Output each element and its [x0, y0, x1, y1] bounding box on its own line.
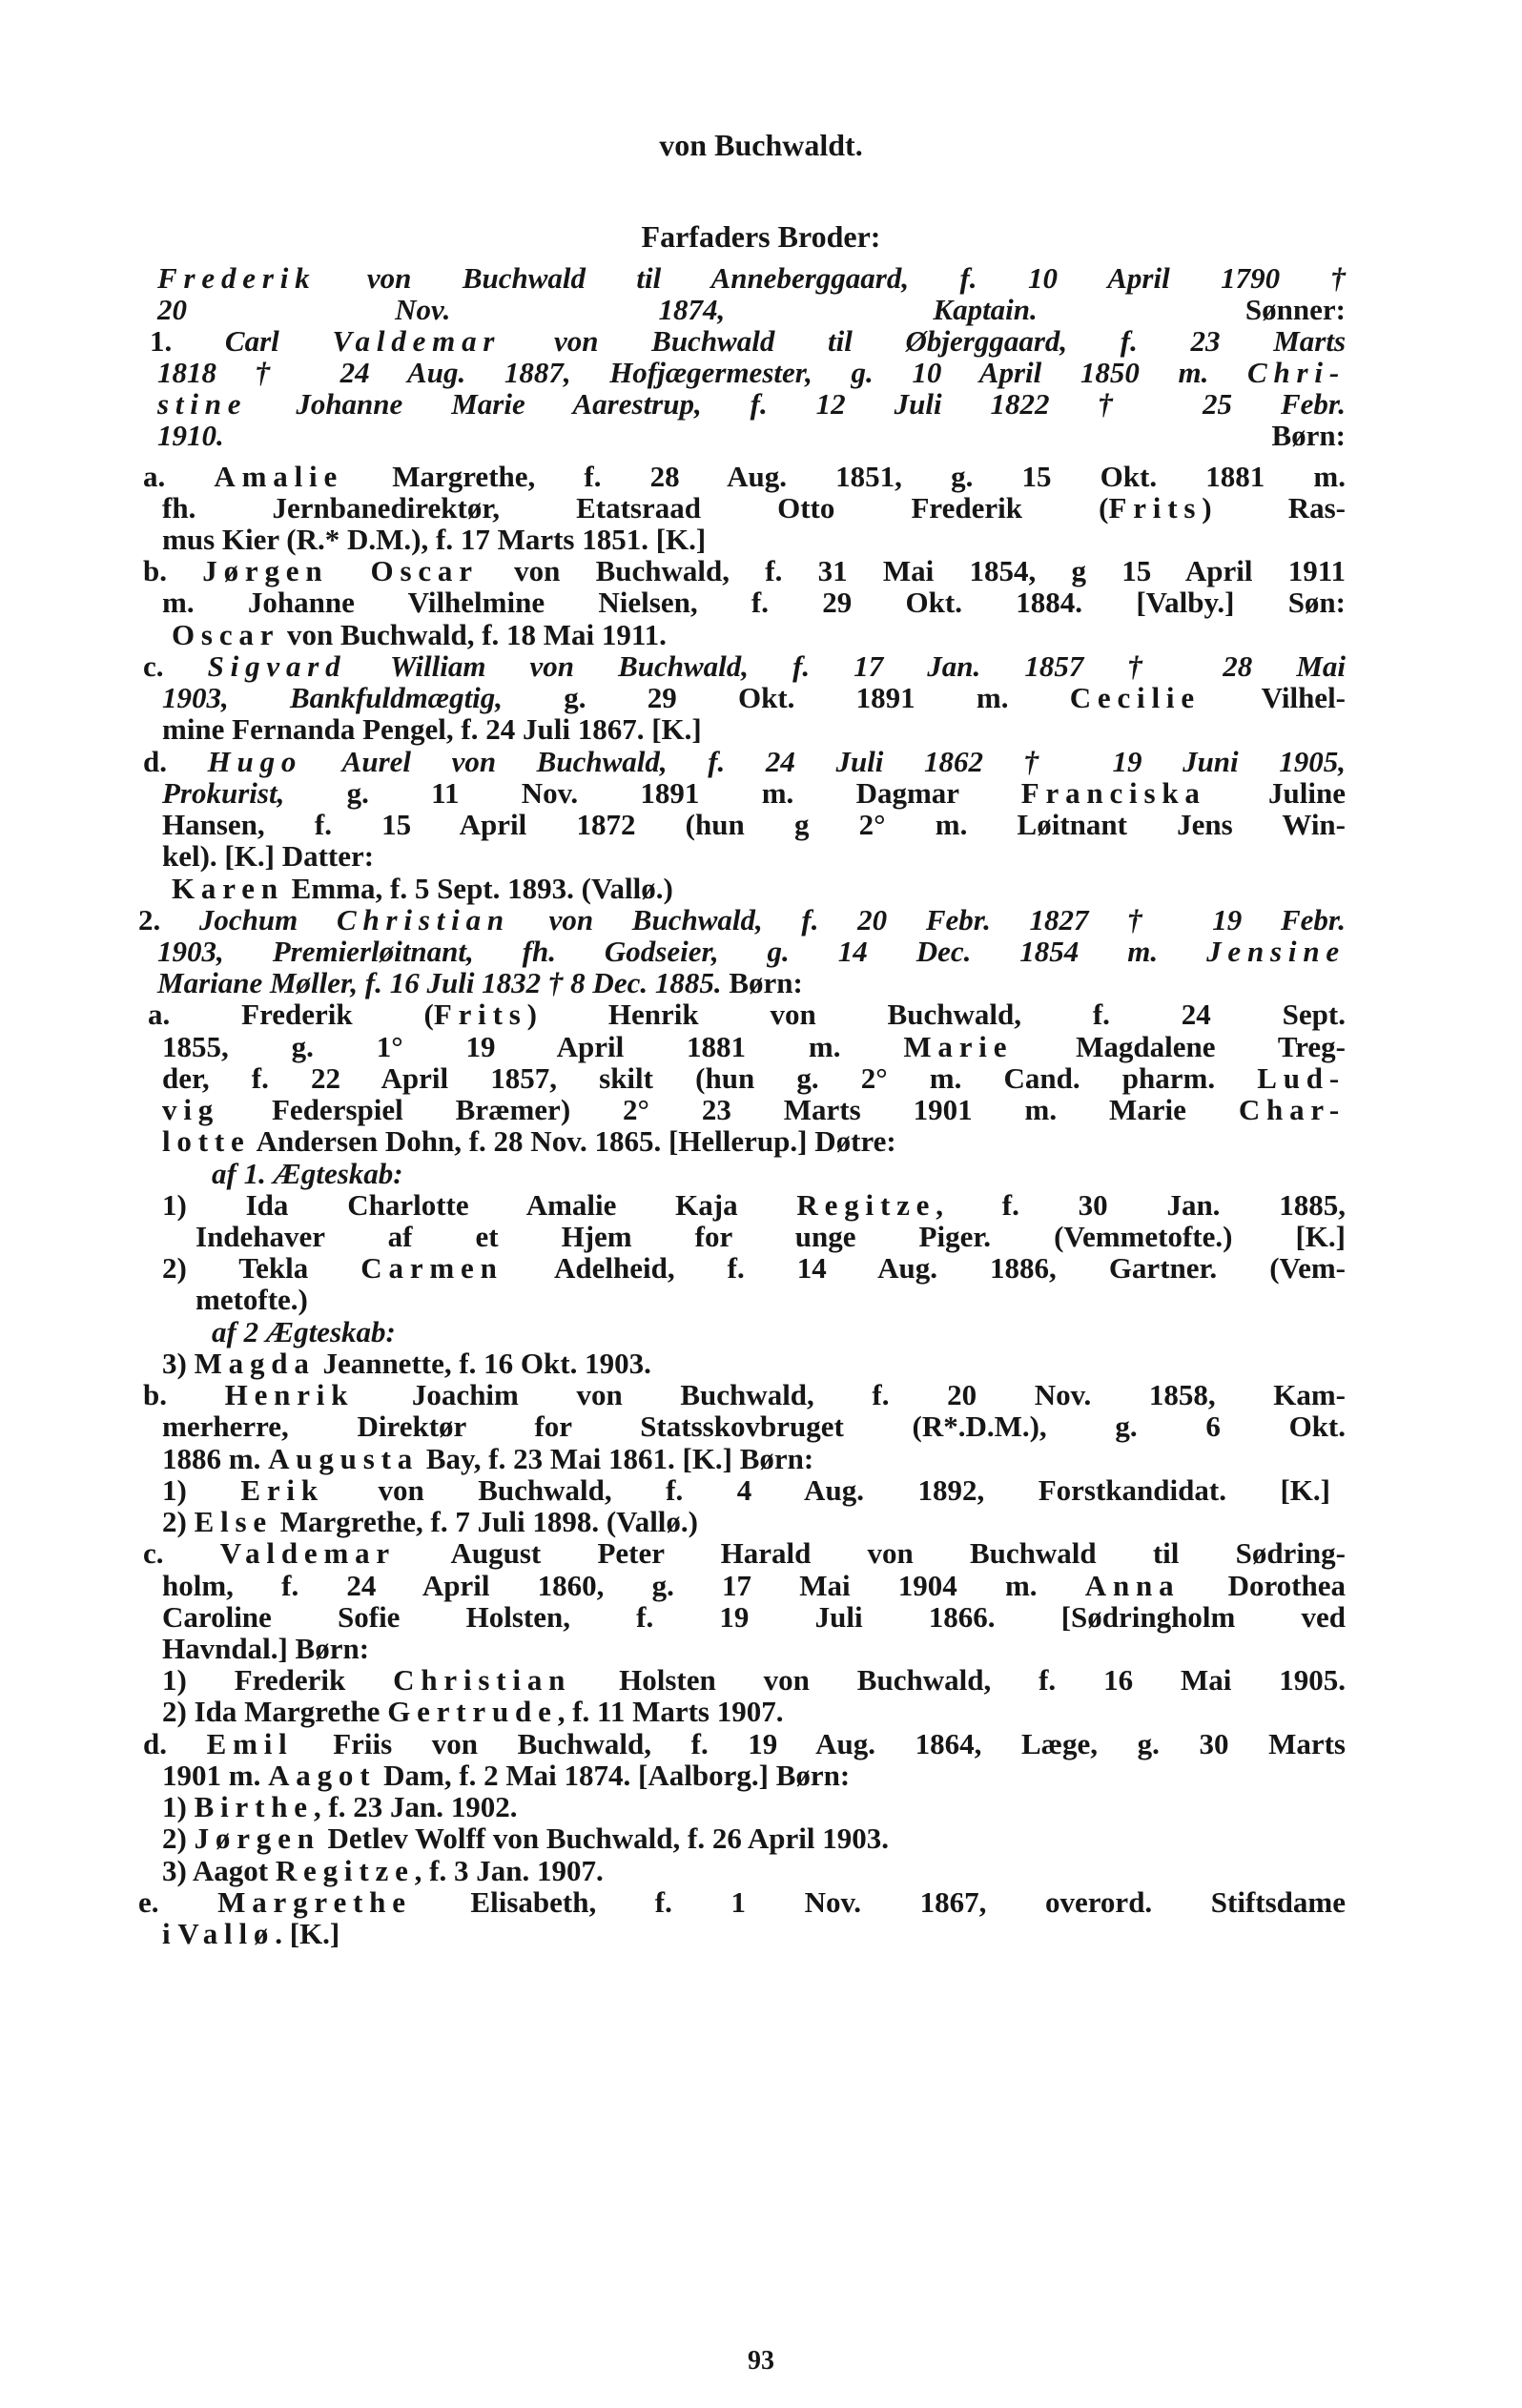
text-run: Dorothea: [1180, 1569, 1346, 1602]
text-line: [162, 839, 374, 874]
text-run: Andersen Dohn, f. 28 Nov. 1865. [Hellerup.] Døtre:: [250, 1124, 896, 1158]
text-run: b.: [143, 554, 203, 587]
text-run: Detlev Wolff von Buchwald, f. 26 April 1903.: [319, 1821, 889, 1855]
text-run: fh. Jernbanedirektør, Etatsraad Otto Frederik (: [162, 491, 1109, 525]
text-line: [172, 618, 667, 652]
text-run: mine Fernanda Pengel, f. 24 Juli 1867. [K.]: [162, 712, 702, 746]
text-run: Cecilie: [1069, 681, 1201, 714]
text-line: [162, 712, 702, 747]
text-run: c.: [143, 1536, 220, 1570]
text-run: a.: [143, 460, 215, 493]
text-run: holm, f. 24 April 1860, g. 17 Mai 1904 m.: [162, 1569, 1085, 1602]
text-run: Regitze: [796, 1188, 936, 1222]
text-run: Joachim von Buchwald, f. 20 Nov. 1858, Kam-: [354, 1378, 1346, 1411]
text-line: [148, 998, 1346, 1032]
text-line: [162, 1030, 1346, 1064]
text-run: Augusta: [268, 1442, 420, 1475]
text-run: 3) Aagot: [162, 1854, 276, 1887]
text-run: b.: [143, 1378, 225, 1411]
text-run: Lud-: [1257, 1061, 1346, 1095]
text-run: . [K.]: [275, 1917, 340, 1950]
text-run: 3): [162, 1347, 195, 1380]
text-run: Elisabeth, f. 1 Nov. 1867, overord. Stiftsdame: [411, 1885, 1346, 1919]
text-line: [162, 1695, 783, 1729]
text-run: von Buchwald til Øbjerggaard, f. 23 Marts: [501, 324, 1347, 358]
text-run: Franciska: [1020, 776, 1206, 810]
text-line: [162, 1410, 1346, 1444]
text-run: Marie: [903, 1030, 1014, 1063]
text-run: 2.: [138, 903, 199, 936]
text-run: Magdalene Treg-: [1013, 1030, 1346, 1063]
text-line: [172, 872, 673, 906]
text-line: [150, 324, 1346, 359]
text-run: Johanne Marie Aarestrup, f. 12 Juli 1822 † 25 Febr.: [247, 387, 1346, 421]
text-run: 1910.: [157, 419, 224, 452]
text-line: [162, 1124, 896, 1159]
text-run: Oscar: [172, 618, 280, 651]
text-run: g. 11 Nov. 1891 m. Dagmar: [284, 776, 1021, 810]
text-run: Adelheid, f. 14 Aug. 1886, Gartner. (Vem-: [503, 1251, 1346, 1285]
text-run: Margrethe, f. 7 Juli 1898. (Vallø.): [272, 1505, 698, 1538]
text-run: Frederik: [157, 261, 317, 295]
text-run: Carmen: [360, 1251, 504, 1285]
text-run: Caroline Sofie Holsten, f. 19 Juli 1866. [Sødringholm ved: [162, 1600, 1346, 1634]
text-run: 1): [162, 1473, 241, 1507]
text-run: Børn:: [721, 966, 803, 999]
text-run: 1) Frederik: [162, 1663, 394, 1697]
text-run: 2) Tekla: [162, 1251, 361, 1285]
text-run: 2): [162, 1505, 195, 1538]
text-run: kel). [K.] Datter:: [162, 839, 375, 873]
text-line: [143, 1378, 1346, 1412]
text-run: Sigvard: [207, 649, 347, 683]
text-run: af 1. Ægteskab:: [212, 1157, 403, 1190]
text-run: Juline: [1205, 776, 1346, 810]
text-run: ) Ras-: [1202, 491, 1346, 525]
text-line: [195, 1283, 308, 1317]
text-run: , f. 11 Marts 1907.: [557, 1695, 784, 1728]
text-run: Friis von Buchwald, f. 19 Aug. 1864, Læge, g. 30 Marts: [293, 1727, 1346, 1760]
text-run: der, f. 22 April 1857, skilt (hun g. 2° m. Cand. pharm.: [162, 1061, 1258, 1095]
text-line: [162, 1347, 651, 1381]
text-line: [143, 1727, 1346, 1761]
text-line: [157, 293, 1346, 327]
text-run: 1) Ida Charlotte Amalie Kaja: [162, 1188, 797, 1222]
text-run: 1855, g. 1° 19 April 1881 m.: [162, 1030, 904, 1063]
text-run: Chri-: [1246, 356, 1346, 389]
text-run: , f. 23 Jan. 1902.: [313, 1790, 518, 1823]
text-run: Vallø: [177, 1917, 276, 1950]
text-run: William von Buchwald, f. 17 Jan. 1857 † 28 Mai: [346, 649, 1346, 683]
text-line: [162, 776, 1346, 811]
text-run: mus Kier (R.* D.M.), f. 17 Marts 1851. [K.]: [162, 523, 707, 556]
text-run: merherre, Direktør for Statsskovbruget (R*.D.M.), g. 6 Okt.: [162, 1410, 1346, 1443]
text-run: d.: [143, 1727, 207, 1760]
text-line: [162, 1663, 1346, 1698]
text-line: [162, 1854, 604, 1888]
text-run: d.: [143, 745, 208, 778]
text-line: [162, 1188, 1346, 1223]
text-run: ) Henrik von Buchwald, f. 24 Sept.: [526, 998, 1346, 1031]
text-run: August Peter Harald von Buchwald til Sødring-: [396, 1536, 1346, 1570]
text-run: Emil: [206, 1727, 294, 1760]
text-run: Mariane Møller, f. 16 Juli 1832 † 8 Dec. 1885.: [157, 966, 722, 999]
text-line: [157, 356, 1346, 390]
text-run: 20 Nov. 1874, Kaptain.: [157, 293, 1038, 326]
text-line: [162, 1759, 850, 1793]
text-run: Havndal.] Børn:: [162, 1632, 370, 1665]
text-run: Jochum: [198, 903, 337, 936]
text-run: Margrethe, f. 28 Aug. 1851, g. 15 Okt. 1881 m.: [343, 460, 1346, 493]
text-run: Aagot: [268, 1759, 377, 1792]
text-run: von Buchwald, f. 31 Mai 1854, g 15 April 1911: [478, 554, 1346, 587]
text-run: Birthe: [194, 1790, 314, 1823]
text-run: Valdemar: [219, 1536, 397, 1570]
text-run: Margrethe: [217, 1885, 412, 1919]
text-run: af 2 Ægteskab:: [212, 1315, 396, 1348]
text-line: [212, 1315, 396, 1349]
text-line: [195, 1220, 1346, 1254]
text-line: [143, 649, 1346, 684]
text-run: Gertrude: [387, 1695, 558, 1728]
text-run: von Buchwald til Anneberggaard, f. 10 April 1790 †: [316, 261, 1346, 295]
text-line: [162, 1061, 1346, 1096]
text-run: e.: [138, 1885, 218, 1919]
text-run: Jørgen: [194, 1821, 320, 1855]
text-line: [162, 1251, 1346, 1286]
text-run: Else: [194, 1505, 273, 1538]
text-line: [162, 1790, 517, 1824]
text-run: Regitze: [275, 1854, 415, 1887]
text-run: Indehaver af et Hjem for unge Piger. (Vemmetofte.) [K.]: [195, 1220, 1346, 1253]
page-number: 93: [748, 2346, 774, 2376]
text-line: [162, 491, 1346, 525]
text-line: [157, 935, 1346, 969]
text-run: Vilhel-: [1200, 681, 1347, 714]
text-run: , f. 30 Jan. 1885,: [936, 1188, 1346, 1222]
text-line: [157, 966, 803, 1000]
text-run: Anna: [1084, 1569, 1181, 1602]
text-run: Sønner:: [1037, 293, 1346, 326]
text-line: [212, 1157, 403, 1191]
text-run: Emma, f. 5 Sept. 1893. (Vallø.): [283, 872, 673, 905]
text-line: [157, 419, 1346, 453]
text-run: von Buchwald, f. 18 Mai 1911.: [279, 618, 667, 651]
text-run: Karen: [172, 872, 284, 905]
text-run: von Buchwald, f. 20 Febr. 1827 † 19 Febr.: [509, 903, 1347, 936]
text-run: Aurel von Buchwald, f. 24 Juli 1862 † 19 Juni 1905,: [302, 745, 1346, 778]
text-line: [162, 1632, 369, 1666]
text-run: Frits: [1108, 491, 1203, 525]
text-run: c.: [143, 649, 208, 683]
text-run: Erik: [240, 1473, 324, 1507]
text-line: [143, 554, 1346, 588]
text-line: [162, 1473, 1330, 1508]
text-run: von Buchwald, f. 4 Aug. 1892, Forstkandidat. [K.]: [323, 1473, 1330, 1507]
text-run: Jørgen Oscar: [202, 554, 479, 587]
text-line: [162, 586, 1346, 620]
text-line: [162, 1505, 698, 1539]
text-run: vig: [162, 1093, 220, 1126]
text-run: i: [162, 1917, 178, 1950]
text-line: [143, 460, 1346, 494]
page-title: von Buchwaldt.: [659, 128, 863, 162]
text-run: a. Frederik (: [148, 998, 434, 1031]
text-run: m. Johanne Vilhelmine Nielsen, f. 29 Okt. 1884. [Valby.] Søn:: [162, 586, 1346, 619]
text-line: [138, 1885, 1346, 1920]
text-run: Federspiel Bræmer) 2° 23 Marts 1901 m. Marie: [219, 1093, 1239, 1126]
text-run: Holsten von Buchwald, f. 16 Mai 1905.: [571, 1663, 1346, 1697]
text-line: [162, 1569, 1346, 1603]
text-line: [143, 745, 1346, 779]
text-run: Henrik: [224, 1378, 355, 1411]
text-run: Bay, f. 23 Mai 1861. [K.] Børn:: [419, 1442, 814, 1475]
text-run: 2) Ida Margrethe: [162, 1695, 388, 1728]
text-run: 1.: [150, 324, 225, 358]
text-run: Dam, f. 2 Mai 1874. [Aalborg.] Børn:: [376, 1759, 851, 1792]
text-line: [162, 1442, 813, 1476]
text-run: lotte: [162, 1124, 251, 1158]
text-line: [162, 1821, 889, 1856]
text-line: [138, 903, 1346, 937]
text-run: Hugo: [207, 745, 303, 778]
text-run: Jeannette, f. 16 Okt. 1903.: [315, 1347, 651, 1380]
text-run: Christian: [336, 903, 510, 936]
text-line: [162, 1093, 1346, 1127]
text-run: Jensine: [1206, 935, 1346, 968]
text-line: [162, 681, 1346, 715]
text-run: 1903, Bankfuldmægtig,: [162, 681, 504, 714]
text-run: Prokurist,: [162, 776, 285, 810]
text-run: Magda: [194, 1347, 316, 1380]
text-run: metofte.): [195, 1283, 308, 1316]
text-line: [162, 523, 706, 557]
text-run: 1): [162, 1790, 195, 1823]
text-run: , f. 3 Jan. 1907.: [414, 1854, 604, 1887]
text-run: 1818 † 24 Aug. 1887, Hofjægermester, g. 10 April 1850 m.: [157, 356, 1247, 389]
text-run: Char-: [1238, 1093, 1346, 1126]
text-line: [157, 261, 1346, 296]
text-run: Valdemar: [332, 324, 502, 358]
text-line: [162, 808, 1346, 842]
text-run: Amalie: [214, 460, 344, 493]
text-run: 1886 m.: [162, 1442, 269, 1475]
text-run: g. 29 Okt. 1891 m.: [503, 681, 1070, 714]
text-line: [162, 1600, 1346, 1635]
text-line: [162, 1917, 339, 1951]
text-line: [143, 1536, 1346, 1571]
text-run: 1901 m.: [162, 1759, 269, 1792]
text-run: 1903, Premierløitnant, fh. Godseier, g. 14 Dec. 1854 m.: [157, 935, 1207, 968]
text-line: [157, 387, 1346, 422]
section-heading: Farfaders Broder:: [641, 219, 881, 254]
text-run: 2): [162, 1821, 195, 1855]
text-run: Christian: [393, 1663, 572, 1697]
text-run: Børn:: [223, 419, 1346, 452]
text-run: stine: [157, 387, 248, 421]
text-run: Frits: [433, 998, 527, 1031]
text-run: Hansen, f. 15 April 1872 (hun g 2° m. Løitnant Jens Win-: [162, 808, 1346, 841]
text-run: Carl: [224, 324, 333, 358]
